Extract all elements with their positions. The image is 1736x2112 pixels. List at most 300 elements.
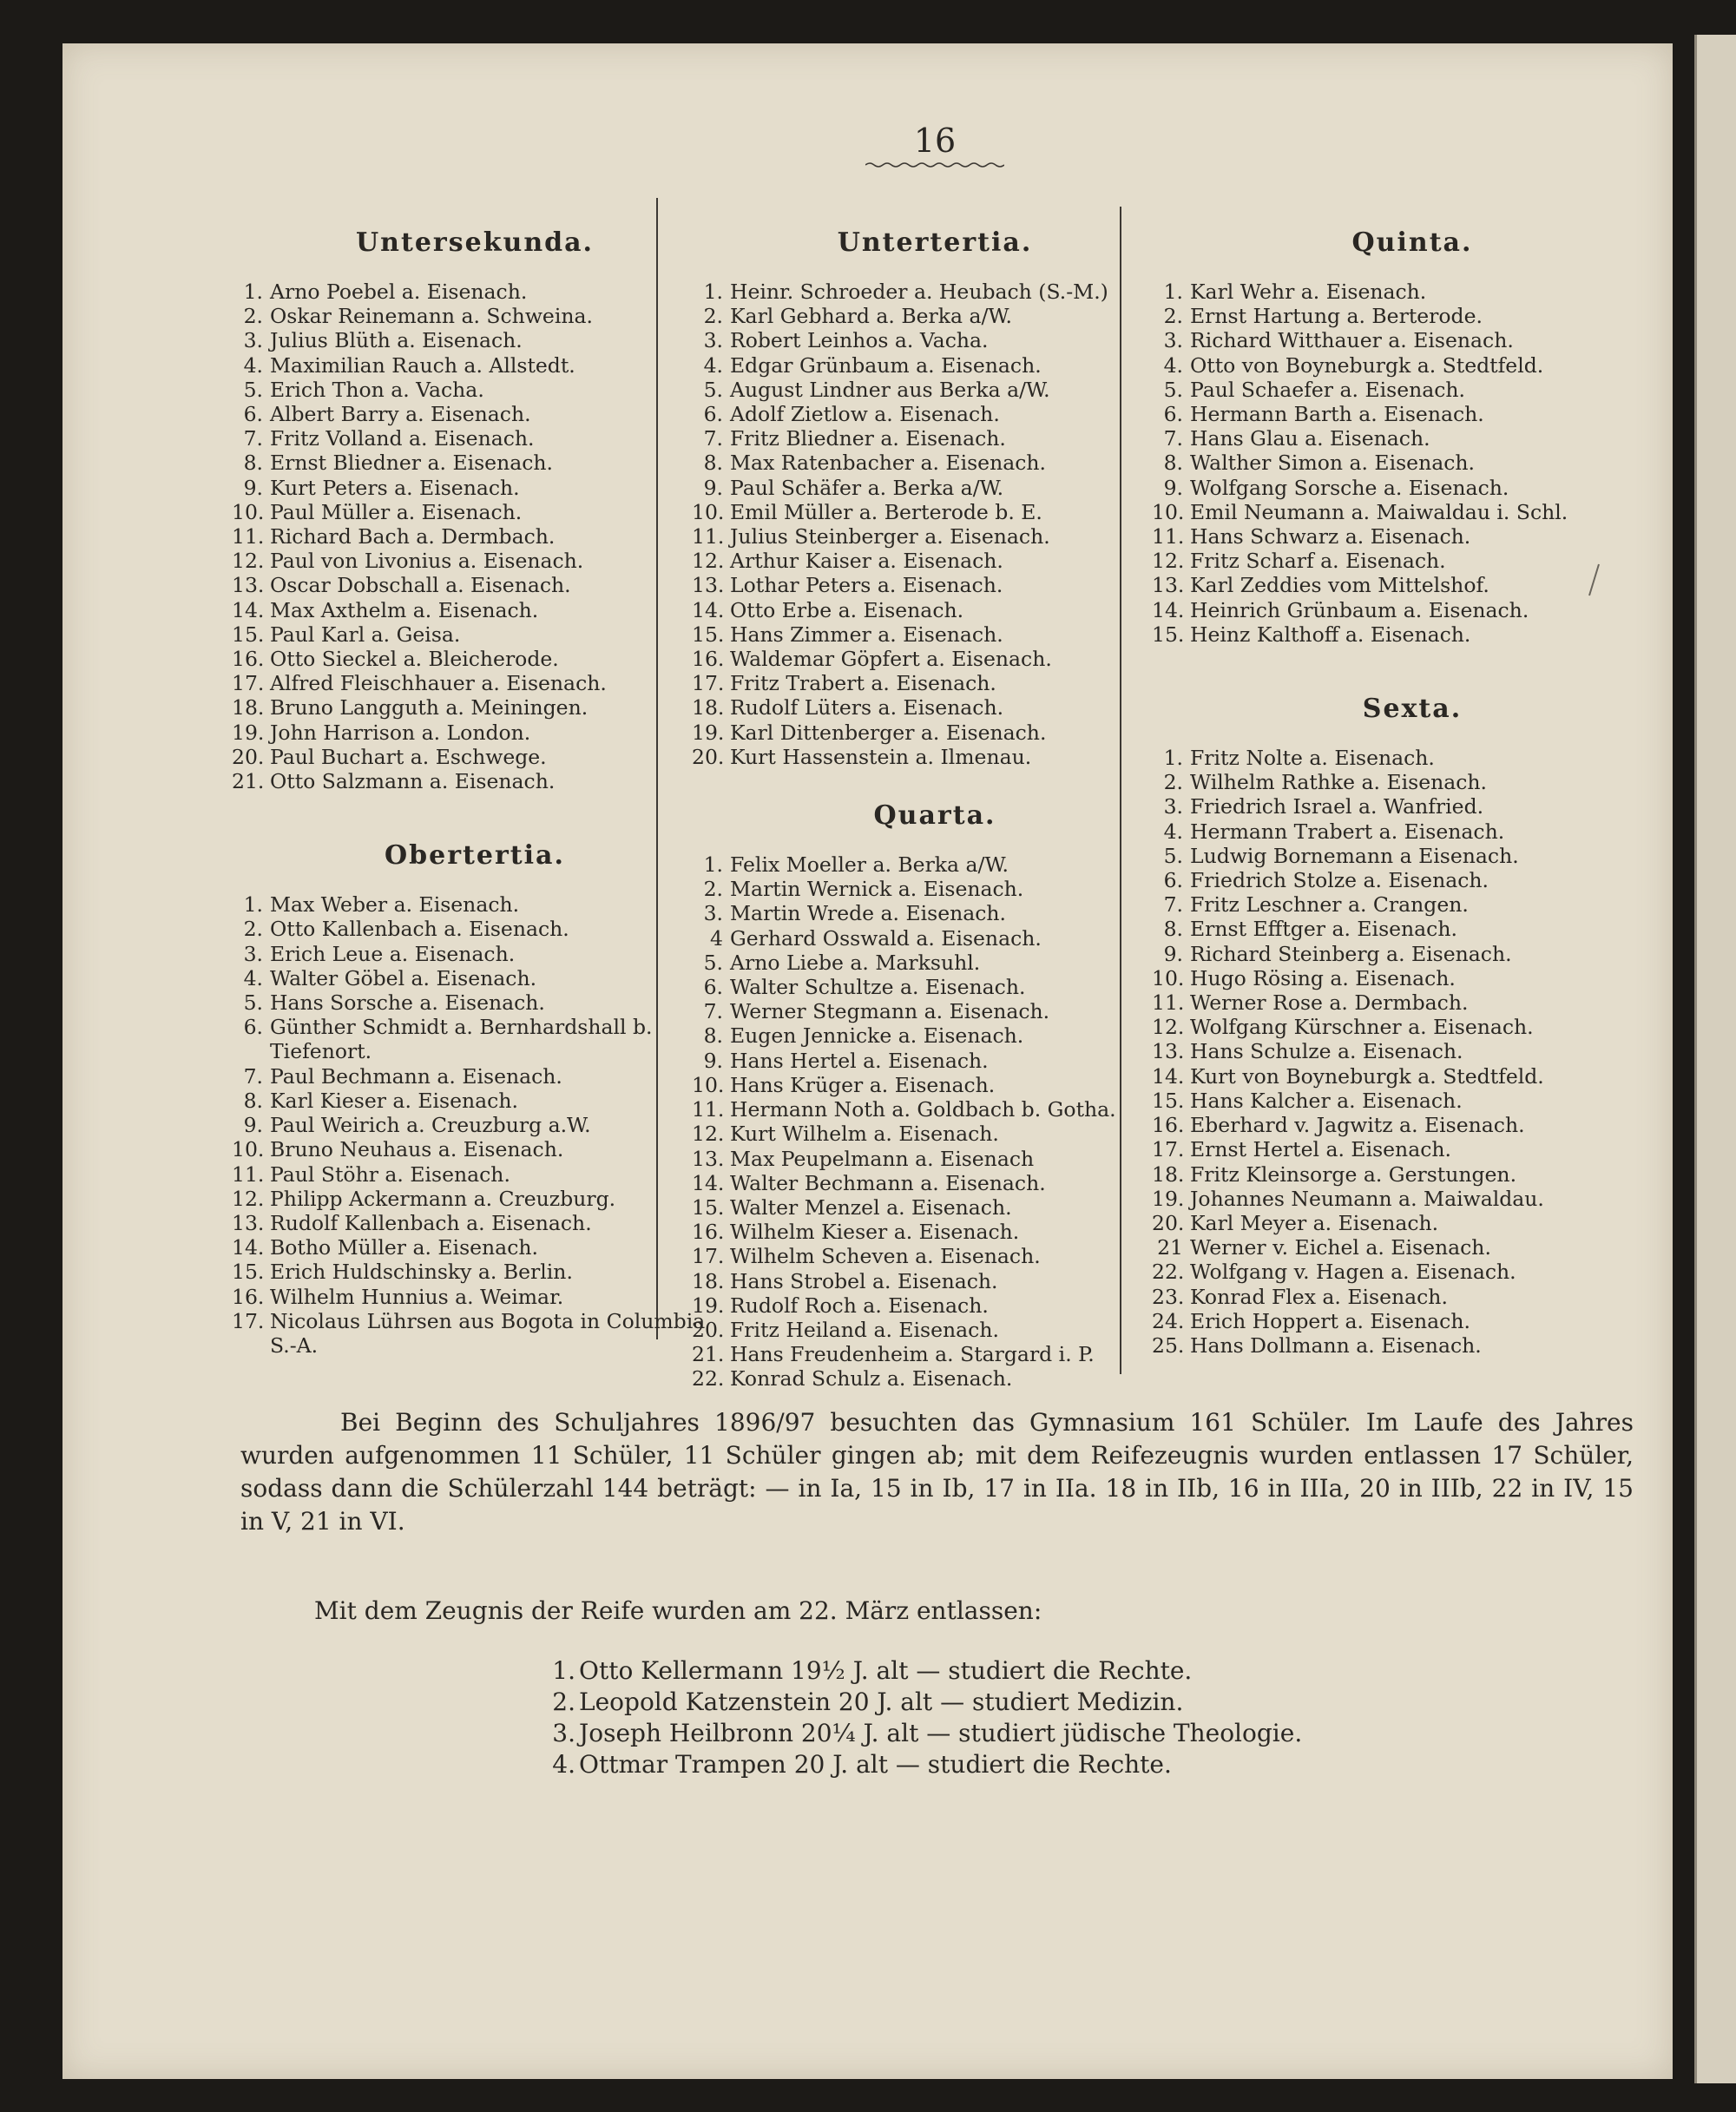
item-text: Felix Moeller a. Berka a/W. (730, 852, 1009, 878)
item-text: Fritz Leschner a. Crangen. (1190, 892, 1469, 918)
item-number: 20. (692, 1317, 725, 1342)
item-number: 10. (692, 1072, 725, 1097)
item-number: 3. (243, 328, 263, 353)
list-item (1152, 942, 1673, 966)
item-text: Wilhelm Hunnius a. Weimar. (270, 1284, 564, 1309)
list-item (692, 426, 1178, 451)
item-number: 12. (692, 549, 725, 574)
item-number: 11. (1152, 990, 1185, 1016)
list-item (692, 1269, 1178, 1293)
item-text: Otto von Boyneburgk a. Stedtfeld. (1190, 352, 1544, 378)
list-item (692, 598, 1178, 622)
item-text: Karl Kieser a. Eisenach. (270, 1088, 518, 1113)
item-number: 16. (692, 647, 725, 672)
item-number: 11. (1152, 524, 1185, 549)
item-number: 14. (232, 597, 265, 622)
item-number: 18. (692, 695, 725, 720)
item-number: 6. (1163, 868, 1183, 893)
list-item (692, 451, 1178, 475)
item-text: Otto Erbe a. Eisenach. (730, 597, 964, 622)
item-text: Heinz Kalthoff a. Eisenach. (1190, 622, 1471, 647)
item-number: 7. (243, 1063, 263, 1089)
item-text: Max Weber a. Eisenach. (270, 892, 520, 918)
list-item (1152, 353, 1673, 378)
item-text: Otto Kellermann 19½ J. alt — studiert die Rechte. (579, 1656, 1193, 1685)
item-text: Kurt Wilhelm a. Eisenach. (730, 1122, 999, 1147)
item-text: Waldemar Göpfert a. Eisenach. (730, 647, 1052, 672)
item-text: Hans Freudenheim a. Stargard i. P. (730, 1342, 1095, 1367)
item-number: 21. (232, 769, 265, 794)
list-graduates (544, 1655, 1499, 1780)
list-item (1152, 1333, 1673, 1358)
list-item (1152, 1113, 1673, 1137)
item-text: Paul Müller a. Eisenach. (270, 499, 523, 524)
list-item (232, 1211, 718, 1235)
item-number: 2. (552, 1688, 575, 1716)
item-text: Max Peupelmann a. Eisenach (730, 1146, 1035, 1171)
item-text: Fritz Volland a. Eisenach. (270, 426, 535, 451)
list-item (1152, 966, 1673, 990)
item-number: 5. (1163, 377, 1183, 402)
item-number: 13. (1152, 573, 1185, 598)
item-number: 14. (1152, 1063, 1185, 1089)
list-item (1152, 378, 1673, 402)
list-item (692, 1147, 1178, 1171)
list-item (232, 1162, 718, 1187)
item-number: 19. (692, 1293, 725, 1318)
graduates-block (544, 1655, 1499, 1780)
item-number: 14. (1152, 597, 1185, 622)
list-item (232, 524, 718, 549)
item-text: Kurt von Boyneburgk a. Stedtfeld. (1190, 1063, 1544, 1089)
item-number: 9. (1163, 941, 1183, 966)
pencil-mark-icon (1587, 563, 1601, 597)
item-number: 6. (703, 975, 723, 1000)
list-item (692, 1318, 1178, 1342)
list-item (692, 975, 1178, 999)
item-text: Alfred Fleischhauer a. Eisenach. (270, 671, 607, 696)
list-item (232, 1015, 718, 1063)
list-item (692, 549, 1178, 573)
item-number: 20. (692, 744, 725, 769)
item-number: 7. (243, 426, 263, 451)
item-number: 12. (232, 1186, 265, 1211)
item-number: 14. (692, 597, 725, 622)
item-text: Hans Sorsche a. Eisenach. (270, 990, 545, 1016)
list-item (1152, 402, 1673, 426)
list-item (692, 951, 1178, 975)
item-text: Arthur Kaiser a. Eisenach. (730, 549, 1003, 574)
item-number: 4. (1163, 819, 1183, 844)
item-text: Albert Barry a. Eisenach. (270, 402, 531, 427)
list-item (232, 1137, 718, 1161)
item-text: Wilhelm Kieser a. Eisenach. (730, 1220, 1020, 1245)
list-item (692, 720, 1178, 745)
item-number: 3. (703, 328, 723, 353)
list-item (692, 1049, 1178, 1073)
item-text: Paul Buchart a. Eschwege. (270, 744, 547, 769)
item-text: Paul von Livonius a. Eisenach. (270, 549, 584, 574)
column-right (1152, 226, 1673, 1358)
list-item (1152, 500, 1673, 524)
item-text: Adolf Zietlow a. Eisenach. (730, 402, 1000, 427)
list-item (1152, 990, 1673, 1015)
item-number: 13. (1152, 1039, 1185, 1064)
item-number: 3. (703, 901, 723, 926)
item-text: Kurt Peters a. Eisenach. (270, 475, 520, 500)
item-number: 12. (232, 549, 265, 574)
item-text: Paul Schaefer a. Eisenach. (1190, 377, 1466, 402)
list-item (232, 353, 718, 378)
item-text: Paul Bechmann a. Eisenach. (270, 1063, 562, 1089)
item-number: 3. (1163, 328, 1183, 353)
item-number: 4. (552, 1750, 575, 1779)
item-text: Richard Witthauer a. Eisenach. (1190, 328, 1514, 353)
item-number: 8. (243, 451, 263, 476)
item-text: Johannes Neumann a. Maiwaldau. (1190, 1186, 1544, 1211)
list-item (1152, 622, 1673, 647)
item-number: 20. (232, 744, 265, 769)
item-text: Karl Dittenberger a. Eisenach. (730, 720, 1047, 745)
item-text: Hans Schulze a. Eisenach. (1190, 1039, 1463, 1064)
list-item (1152, 917, 1673, 941)
list-item (232, 1235, 718, 1260)
item-text: Karl Zeddies vom Mittelshof. (1190, 573, 1489, 598)
item-number: 3. (243, 941, 263, 966)
item-text: Konrad Flex a. Eisenach. (1190, 1284, 1448, 1309)
item-number: 18. (232, 695, 265, 720)
heading-quarta: Quarta. (873, 800, 996, 832)
item-text: Wolfgang Kürschner a. Eisenach. (1190, 1015, 1534, 1040)
item-text: Hans Schwarz a. Eisenach. (1190, 524, 1471, 549)
item-number: 6. (703, 402, 723, 427)
list-item (692, 402, 1178, 426)
item-number: 7. (1163, 426, 1183, 451)
list-item (1152, 770, 1673, 794)
list-item (692, 1097, 1178, 1122)
item-number: 11. (692, 1097, 725, 1122)
item-text: Hugo Rösing a. Eisenach. (1190, 965, 1456, 990)
item-number: 8. (703, 1023, 723, 1049)
list-item (1152, 328, 1673, 352)
item-number: 12. (692, 1122, 725, 1147)
list-item (692, 280, 1178, 304)
item-number: 2. (243, 304, 263, 329)
list-item (232, 942, 718, 966)
list-item (692, 999, 1178, 1023)
list-item (1152, 819, 1673, 844)
item-number: 2. (243, 917, 263, 942)
list-item (232, 280, 718, 304)
list-item (1152, 426, 1673, 451)
item-number: 16. (232, 1284, 265, 1309)
list-quarta (692, 852, 1178, 1391)
item-number: 17. (232, 1308, 265, 1333)
list-untertertia (692, 280, 1178, 769)
list-item (232, 500, 718, 524)
item-text: Edgar Grünbaum a. Eisenach. (730, 352, 1042, 378)
page-number-ornament (865, 161, 1004, 168)
list-item (232, 892, 718, 917)
item-text: Hans Krüger a. Eisenach. (730, 1072, 996, 1097)
item-text: Arno Poebel a. Eisenach. (270, 280, 528, 304)
item-number: 14. (692, 1170, 725, 1195)
list-item (692, 500, 1178, 524)
item-number: 15. (1152, 622, 1185, 647)
list-item (232, 1089, 718, 1113)
item-text: Ernst Efftger a. Eisenach. (1190, 917, 1457, 942)
list-item (232, 476, 718, 500)
item-number: 2. (1163, 304, 1183, 329)
list-item (1152, 1089, 1673, 1113)
item-text: Erich Leue a. Eisenach. (270, 941, 516, 966)
list-item (692, 1073, 1178, 1097)
item-number: 20. (1152, 1210, 1185, 1235)
item-text: Hans Kalcher a. Eisenach. (1190, 1088, 1463, 1113)
item-number: 1. (703, 852, 723, 878)
list-item (692, 1122, 1178, 1146)
item-number: 5. (243, 990, 263, 1016)
item-text: Konrad Schulz a. Eisenach. (730, 1366, 1013, 1392)
item-text: Max Ratenbacher a. Eisenach. (730, 451, 1046, 476)
item-number: 17. (692, 1244, 725, 1269)
list-item (692, 328, 1178, 352)
item-number: 1. (243, 892, 263, 918)
item-text: Erich Thon a. Vacha. (270, 377, 484, 402)
item-text: Julius Blüth a. Eisenach. (270, 328, 523, 353)
list-item (544, 1749, 1499, 1780)
item-text: Arno Liebe a. Marksuhl. (730, 950, 981, 975)
item-number: 16. (692, 1220, 725, 1245)
item-number: 9. (703, 475, 723, 500)
item-text: Wilhelm Scheven a. Eisenach. (730, 1244, 1041, 1269)
list-item (1152, 524, 1673, 549)
item-text: Fritz Kleinsorge a. Gerstungen. (1190, 1161, 1517, 1187)
list-item (692, 877, 1178, 901)
list-item (692, 1366, 1178, 1391)
item-text: John Harrison a. London. (270, 720, 531, 745)
list-item (1152, 746, 1673, 770)
list-item (1152, 794, 1673, 819)
item-number: 13. (692, 573, 725, 598)
item-text: Günther Schmidt a. Bernhardshall b. Tiefenort. (270, 1015, 653, 1064)
list-sexta (1152, 746, 1673, 1358)
item-number: 8. (703, 451, 723, 476)
item-number: 8. (1163, 451, 1183, 476)
item-text: Rudolf Lüters a. Eisenach. (730, 695, 1004, 720)
item-text: Eberhard v. Jagwitz a. Eisenach. (1190, 1113, 1525, 1138)
list-obertertia (232, 892, 718, 1358)
item-number: 5. (1163, 843, 1183, 868)
item-number: 10. (232, 499, 265, 524)
item-number: 7. (1163, 892, 1183, 918)
list-item (232, 745, 718, 769)
list-item (232, 378, 718, 402)
list-item (692, 1195, 1178, 1220)
item-text: Walter Göbel a. Eisenach. (270, 965, 537, 990)
item-text: Fritz Scharf a. Eisenach. (1190, 549, 1446, 574)
list-item (1152, 844, 1673, 868)
item-number: 18. (692, 1268, 725, 1293)
item-number: 15. (692, 1194, 725, 1220)
column-left (232, 226, 718, 1358)
item-text: Martin Wernick a. Eisenach. (730, 877, 1024, 902)
list-item (544, 1655, 1499, 1687)
list-item (232, 769, 718, 793)
list-item (1152, 1211, 1673, 1235)
item-number: 18. (1152, 1161, 1185, 1187)
item-number: 6. (1163, 402, 1183, 427)
heading-quinta: Quinta. (1351, 227, 1473, 258)
list-item (692, 524, 1178, 549)
item-text: Heinrich Grünbaum a. Eisenach. (1190, 597, 1529, 622)
item-number: 13. (232, 573, 265, 598)
item-text: Wolfgang v. Hagen a. Eisenach. (1190, 1260, 1516, 1285)
list-item (1152, 1137, 1673, 1161)
item-text: Hans Hertel a. Eisenach. (730, 1048, 989, 1073)
item-text: Otto Kallenbach a. Eisenach. (270, 917, 569, 942)
item-number: 22. (1152, 1260, 1185, 1285)
list-item (692, 1171, 1178, 1195)
item-number: 19. (232, 720, 265, 745)
list-item (232, 695, 718, 720)
list-item (232, 598, 718, 622)
list-item (692, 1023, 1178, 1048)
item-text: Heinr. Schroeder a. Heubach (S.-M.) (730, 280, 1108, 304)
list-item (232, 622, 718, 647)
item-text: Philipp Ackermann a. Creuzburg. (270, 1186, 616, 1211)
list-item (232, 720, 718, 745)
item-text: Walter Schultze a. Eisenach. (730, 975, 1026, 1000)
list-item (692, 695, 1178, 720)
item-number: 4. (243, 352, 263, 378)
item-number: 10. (692, 499, 725, 524)
item-text: Paul Stöhr a. Eisenach. (270, 1161, 510, 1187)
list-item (232, 1113, 718, 1137)
item-number: 21. (692, 1342, 725, 1367)
item-text: Ottmar Trampen 20 J. alt — studiert die Rechte. (579, 1750, 1172, 1779)
list-item (692, 476, 1178, 500)
item-number: 13. (692, 1146, 725, 1171)
item-text: Werner v. Eichel a. Eisenach. (1190, 1235, 1491, 1260)
list-item (1152, 280, 1673, 304)
item-text: Hans Glau a. Eisenach. (1190, 426, 1430, 451)
item-text: Erich Huldschinsky a. Berlin. (270, 1260, 573, 1285)
item-number: 3. (1163, 794, 1183, 819)
item-number: 11. (232, 524, 265, 549)
list-untersekunda (232, 280, 718, 793)
item-text: Paul Weirich a. Creuzburg a.W. (270, 1113, 591, 1138)
list-item (1152, 476, 1673, 500)
list-item (1152, 598, 1673, 622)
heading-untertertia: Untertertia. (837, 227, 1033, 258)
item-number: 1. (552, 1656, 575, 1685)
item-number: 4 (710, 925, 723, 951)
item-text: Joseph Heilbronn 20¼ J. alt — studiert jüdische Theologie. (579, 1719, 1303, 1747)
item-number: 2. (1163, 770, 1183, 795)
list-item (1152, 1162, 1673, 1187)
item-text: Ernst Hartung a. Berterode. (1190, 304, 1483, 329)
item-text: Rudolf Roch a. Eisenach. (730, 1293, 989, 1318)
list-item (232, 671, 718, 695)
list-item (232, 647, 718, 671)
item-number: 21 (1157, 1235, 1183, 1260)
item-number: 15. (232, 1260, 265, 1285)
item-number: 10. (232, 1137, 265, 1162)
list-item (692, 745, 1178, 769)
document-page (62, 43, 1673, 2079)
item-number: 17. (1152, 1137, 1185, 1162)
item-text: Karl Meyer a. Eisenach. (1190, 1210, 1439, 1235)
item-text: Hermann Trabert a. Eisenach. (1190, 819, 1505, 844)
item-text: Walter Menzel a. Eisenach. (730, 1194, 1012, 1220)
item-number: 12. (1152, 1015, 1185, 1040)
item-text: Hans Strobel a. Eisenach. (730, 1268, 998, 1293)
item-number: 6. (243, 402, 263, 427)
item-text: Maximilian Rauch a. Allstedt. (270, 352, 575, 378)
list-item (232, 990, 718, 1015)
item-number: 24. (1152, 1308, 1185, 1333)
facing-page-edge (1694, 35, 1736, 2083)
item-number: 4. (243, 965, 263, 990)
item-text: Richard Steinberg a. Eisenach. (1190, 941, 1512, 966)
item-number: 4. (703, 352, 723, 378)
item-text: Emil Neumann a. Maiwaldau i. Schl. (1190, 499, 1568, 524)
enrollment-summary: Bei Beginn des Schuljahres 1896/97 besuchten das Gymnasium 161 Schüler. Im Laufe des Jahres wurden aufgenommen 11 Schüler, 11 Schüler gingen ab; mit dem Reifezeugnis wurden entlassen 17 Schüler, sodass dann die Schülerzahl 144 beträgt: — in Ia, 15 in Ib, 17 in IIa. 18 in IIb, 16 in IIIa, 20 in IIIb, 22 in IV, 15 in V, 21 in VI. (240, 1408, 1634, 1536)
item-text: Walter Bechmann a. Eisenach. (730, 1170, 1046, 1195)
item-number: 15. (232, 622, 265, 647)
list-item (232, 573, 718, 597)
list-item (692, 378, 1178, 402)
list-item (692, 1293, 1178, 1318)
item-number: 9. (703, 1048, 723, 1073)
item-number: 5. (243, 377, 263, 402)
item-text: Bruno Neuhaus a. Eisenach. (270, 1137, 564, 1162)
list-item (232, 549, 718, 573)
item-number: 8. (243, 1088, 263, 1113)
list-item (232, 966, 718, 990)
list-item (1152, 868, 1673, 892)
item-number: 16. (232, 647, 265, 672)
item-text: Oscar Dobschall a. Eisenach. (270, 573, 571, 598)
item-text: Erich Hoppert a. Eisenach. (1190, 1308, 1470, 1333)
list-item (692, 1342, 1178, 1366)
item-number: 16. (1152, 1113, 1185, 1138)
item-number: 8. (1163, 917, 1183, 942)
item-text: Ernst Hertel a. Eisenach. (1190, 1137, 1451, 1162)
item-text: Max Axthelm a. Eisenach. (270, 597, 539, 622)
list-item (692, 573, 1178, 597)
list-item (232, 917, 718, 941)
item-number: 11. (232, 1161, 265, 1187)
item-number: 10. (1152, 499, 1185, 524)
item-text: Paul Schäfer a. Berka a/W. (730, 475, 1004, 500)
item-text: Kurt Hassenstein a. Ilmenau. (730, 744, 1032, 769)
item-text: Friedrich Israel a. Wanfried. (1190, 794, 1484, 819)
list-item (692, 926, 1178, 951)
item-number: 15. (692, 622, 725, 647)
item-number: 9. (243, 1113, 263, 1138)
item-number: 2. (703, 877, 723, 902)
item-text: Botho Müller a. Eisenach. (270, 1235, 538, 1260)
item-number: 4. (1163, 352, 1183, 378)
item-number: 12. (1152, 549, 1185, 574)
item-number: 7. (703, 999, 723, 1024)
item-number: 23. (1152, 1284, 1185, 1309)
heading-untersekunda: Untersekunda. (356, 227, 594, 258)
item-text: Hans Dollmann a. Eisenach. (1190, 1332, 1482, 1358)
list-item (232, 304, 718, 328)
